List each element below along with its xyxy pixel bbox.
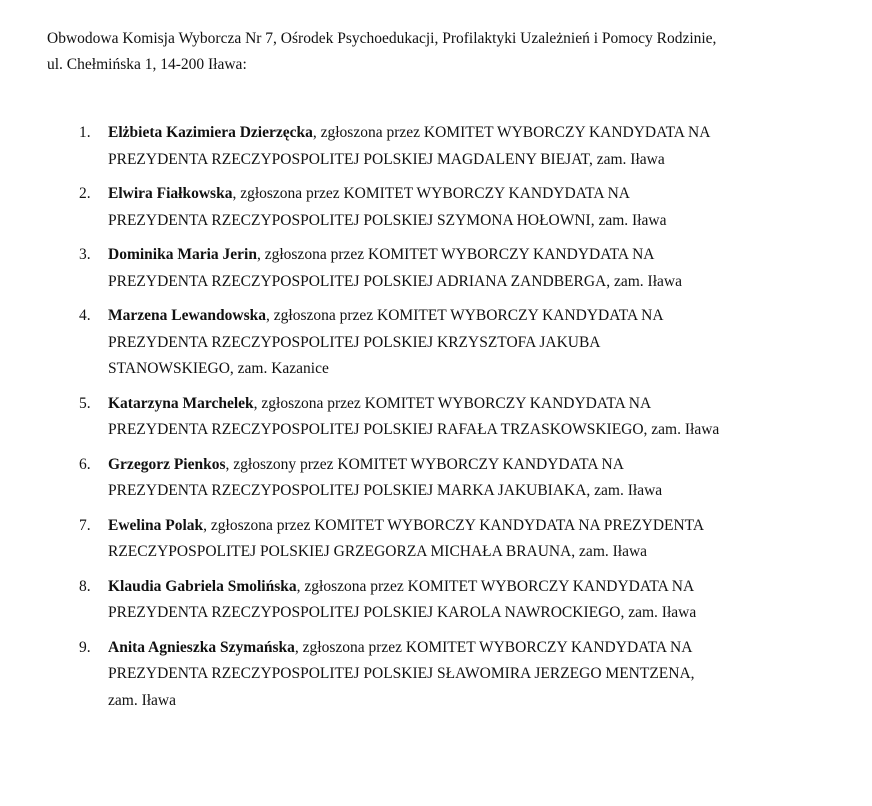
member-name: Klaudia Gabriela Smolińska (108, 577, 297, 595)
member-item (0, 452, 872, 505)
commission-header-line-1: Obwodowa Komisja Wyborcza Nr 7, Ośrodek Psychoedukacji, Profilaktyki Uzależnień i Pomocy Rodzinie, (47, 30, 717, 47)
member-number: 2. (79, 185, 91, 202)
member-number: 5. (79, 394, 91, 412)
member-item (0, 635, 872, 715)
member-nomination: , zgłoszona przez KOMITET WYBORCZY KANDYDATA NA (232, 185, 630, 202)
member-line-2: PREZYDENTA RZECZYPOSPOLITEJ POLSKIEJ RAFAŁA TRZASKOWSKIEGO, zam. Iława (108, 421, 720, 438)
member-number: 8. (79, 577, 91, 595)
member-line-1 (108, 513, 872, 540)
member-number: 1. (79, 124, 91, 141)
member-item (0, 391, 872, 444)
member-line-2: PREZYDENTA RZECZYPOSPOLITEJ POLSKIEJ MARKA JAKUBIAKA, zam. Iława (108, 482, 663, 499)
member-name: Anita Agnieszka Szymańska (108, 638, 295, 656)
member-item (0, 120, 872, 173)
member-number: 9. (79, 638, 91, 656)
member-item (0, 513, 872, 566)
member-nomination: , zgłoszona przez KOMITET WYBORCZY KANDYDATA NA (296, 577, 695, 595)
member-number: 6. (79, 455, 91, 473)
member-nomination: , zgłoszona przez KOMITET WYBORCZY KANDYDATA NA (312, 124, 711, 141)
member-nomination: , zgłoszona przez KOMITET WYBORCZY KANDYDATA NA PREZYDENTA (203, 516, 705, 534)
member-item (0, 303, 872, 383)
member-line-1 (108, 181, 872, 208)
member-nomination: , zgłoszony przez KOMITET WYBORCZY KANDYDATA NA (225, 455, 624, 473)
member-nomination: , zgłoszona przez KOMITET WYBORCZY KANDYDATA NA (294, 638, 693, 656)
commission-header (47, 26, 847, 78)
member-nomination: , zgłoszona przez KOMITET WYBORCZY KANDYDATA NA (256, 246, 655, 263)
member-number: 4. (79, 307, 91, 324)
member-line-3: zam. Iława (108, 691, 176, 709)
member-line-1 (108, 120, 872, 147)
member-line-2: RZECZYPOSPOLITEJ POLSKIEJ GRZEGORZA MICHAŁA BRAUNA, zam. Iława (108, 543, 648, 560)
member-name: Katarzyna Marchelek (108, 394, 254, 412)
member-name: Marzena Lewandowska (108, 307, 267, 324)
member-name: Dominika Maria Jerin (108, 246, 257, 263)
members-list (0, 120, 872, 722)
member-line-2: PREZYDENTA RZECZYPOSPOLITEJ POLSKIEJ KRZYSZTOFA JAKUBA (108, 333, 601, 351)
member-line-1 (108, 452, 872, 479)
member-item (0, 242, 872, 295)
member-line-2: PREZYDENTA RZECZYPOSPOLITEJ POLSKIEJ SŁAWOMIRA JERZEGO MENTZENA, (108, 665, 695, 682)
member-nomination: , zgłoszona przez KOMITET WYBORCZY KANDYDATA NA (266, 307, 664, 324)
member-name: Grzegorz Pienkos (108, 455, 226, 473)
member-name: Elwira Fiałkowska (108, 185, 233, 202)
member-line-1 (108, 574, 872, 601)
member-name: Ewelina Polak (108, 516, 204, 534)
member-number: 3. (79, 246, 91, 263)
member-name: Elżbieta Kazimiera Dzierzęcka (108, 124, 313, 141)
member-nomination: , zgłoszona przez KOMITET WYBORCZY KANDYDATA NA (253, 394, 652, 412)
member-item (0, 574, 872, 627)
member-line-2: PREZYDENTA RZECZYPOSPOLITEJ POLSKIEJ KAROLA NAWROCKIEGO, zam. Iława (108, 604, 697, 621)
member-line-3: STANOWSKIEGO, zam. Kazanice (108, 360, 329, 377)
member-line-1 (108, 303, 872, 330)
member-line-1 (108, 635, 872, 662)
member-line-1 (108, 242, 872, 269)
member-line-1 (108, 391, 872, 418)
member-item (0, 181, 872, 234)
member-line-2: PREZYDENTA RZECZYPOSPOLITEJ POLSKIEJ MAGDALENY BIEJAT, zam. Iława (108, 150, 665, 168)
commission-header-line-2: ul. Chełmińska 1, 14-200 Iława: (47, 56, 247, 73)
member-line-2: PREZYDENTA RZECZYPOSPOLITEJ POLSKIEJ ADRIANA ZANDBERGA, zam. Iława (108, 272, 682, 290)
member-line-2: PREZYDENTA RZECZYPOSPOLITEJ POLSKIEJ SZYMONA HOŁOWNI, zam. Iława (108, 211, 667, 229)
member-number: 7. (79, 516, 91, 534)
